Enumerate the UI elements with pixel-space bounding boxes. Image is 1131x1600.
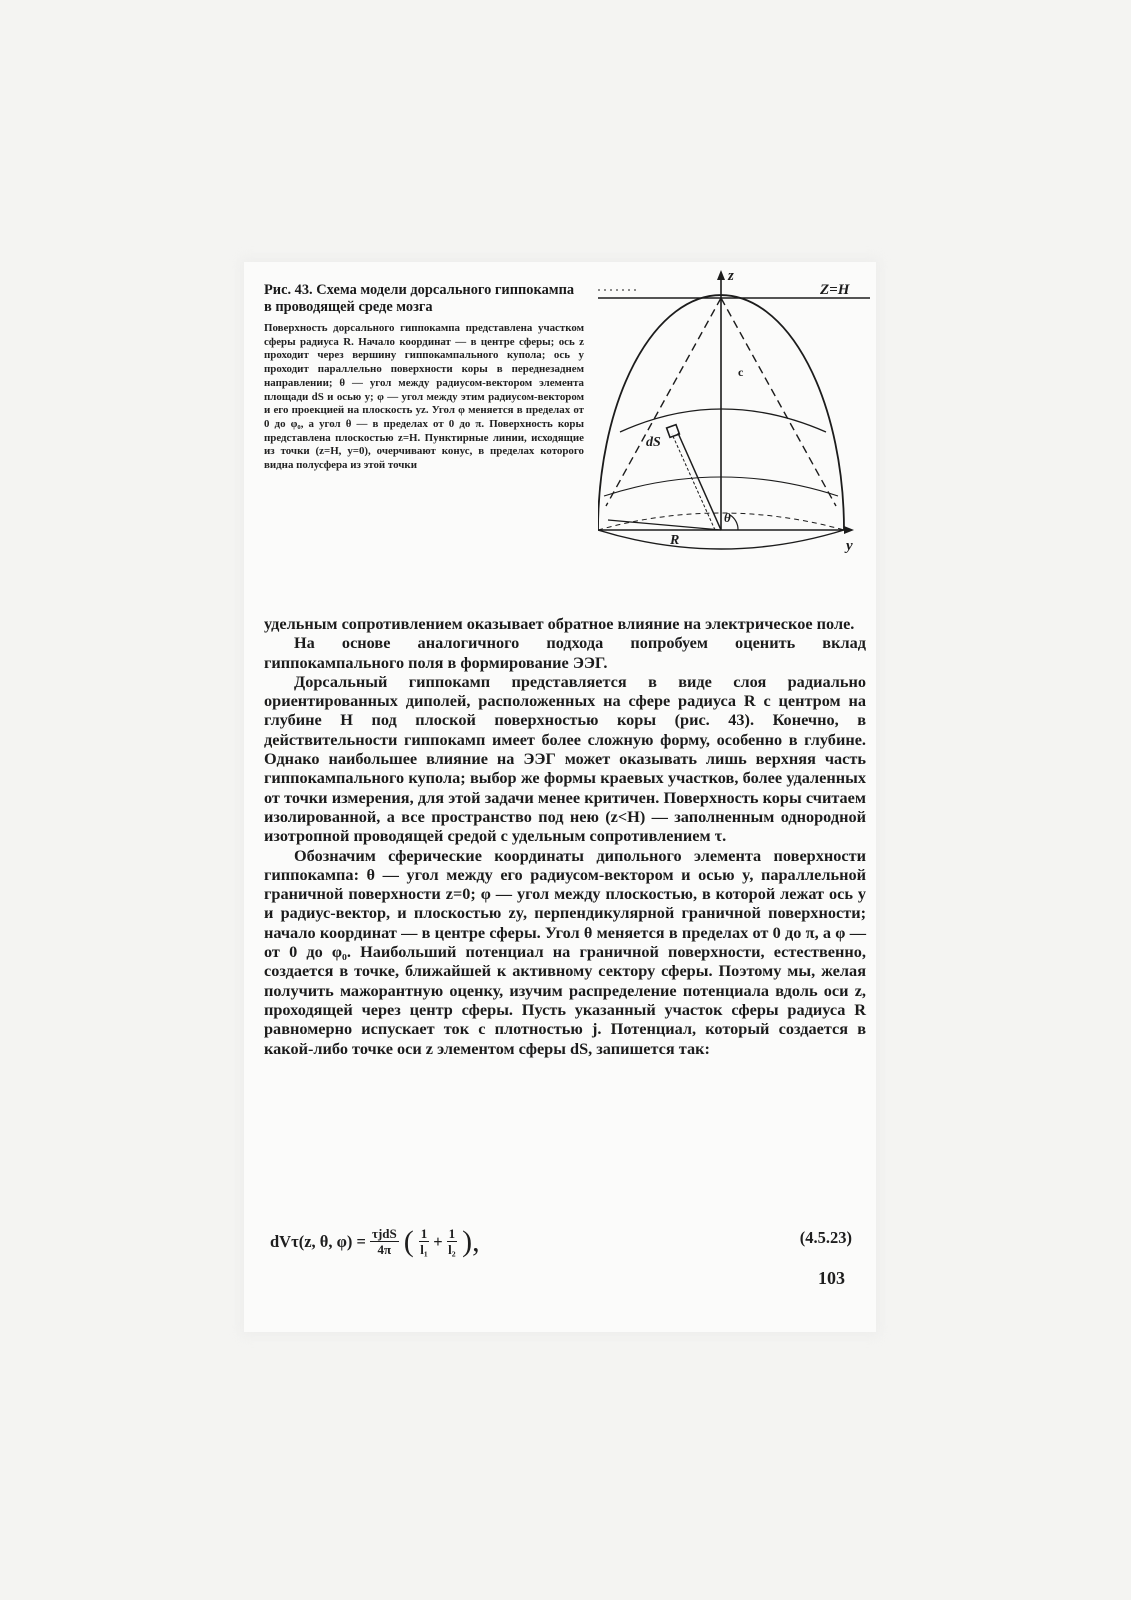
radius-vector-2 xyxy=(672,434,715,530)
paren-close: ), xyxy=(462,1224,480,1258)
equation-body xyxy=(270,1226,481,1257)
figure-caption xyxy=(264,282,584,473)
paren-open: ( xyxy=(403,1224,414,1258)
fraction-2 xyxy=(447,1226,458,1257)
label-dS: dS xyxy=(646,435,661,450)
y-axis-arrow xyxy=(844,526,854,534)
caption-title: Рис. 43. Схема модели дорсального гиппокампа в проводящей среде мозга xyxy=(264,282,575,315)
fraction-1-numerator: 1 xyxy=(420,1226,428,1241)
equation-4-5-23 xyxy=(264,1214,866,1266)
label-z: z xyxy=(728,268,734,284)
label-c: c xyxy=(738,365,744,379)
caption-text: Поверхность дорсального гиппокампа представлена участком сферы радиуса R. Начало координат — в центре сферы; ось z проходит через вершину гиппокампального купола; ось y проходит параллельно поверхности коры в переднезаднем направлении; θ — угол между радиусом-вектором элемента площади dS и осью y; φ — угол между этим радиусом-вектором и его проекцией на плоскость yz. Угол φ меняется в пределах от 0 до φ₀, а угол θ — в пределах от 0 до π. Поверхность коры представлена плоскостью z=H. Пунктирные линии, исходящие из точки (z=H, y=0), очерчивают конус, в пределах которого видна полусфера из этой точки xyxy=(264,322,584,472)
equation-lhs: dVτ(z, θ, φ) = xyxy=(270,1231,366,1251)
label-theta: θ xyxy=(724,510,731,525)
label-R: R xyxy=(670,533,680,548)
base-ellipse-front xyxy=(598,530,844,549)
fraction-2-numerator: 1 xyxy=(448,1226,456,1241)
cone-line-right xyxy=(721,298,836,506)
prefactor-numerator: τjdS xyxy=(371,1226,397,1241)
paragraph-3: Дорсальный гиппокамп представляется в виде слоя радиально ориентированных диполей, расположенных на сфере радиуса R с центром на глубине H под плоской поверхностью коры (рис. 43). Конечно, в действительности гиппокамп имеет более сложную форму, особенно в глубине. Однако наибольшее влияние на ЭЭГ может оказывать лишь верхняя часть гиппокампального купола; выбор же формы краевых участков, более удаленных от точки измерения, для этой задачи менее критичен. Поверхность коры считаем изолированной, а все пространство под нею (z<H) — заполненным однородной изотропной проводящей средой с удельным сопротивлением τ. xyxy=(264,671,866,846)
radius-R xyxy=(608,520,721,530)
equation-prefactor xyxy=(370,1226,399,1257)
prefactor-denominator: 4π xyxy=(377,1242,392,1257)
fraction-2-denominator: l₂ xyxy=(448,1242,456,1257)
fraction-1 xyxy=(419,1226,430,1257)
z-axis-arrow xyxy=(717,270,725,280)
paragraph-4: Обозначим сферические координаты дипольного элемента поверхности гиппокампа: θ — угол между его радиусом-вектором и осью y, параллельной граничной поверхности z=0; φ — угол между плоскостью, в которой лежат ось y и радиус-вектор, и плоскостью zy, перпендикулярной граничной поверхности; начало координат — в центре сферы. Угол θ меняется в пределах от 0 до π, а φ — от 0 до φ₀. Наибольший потенциал на граничной поверхности, естественно, создается в точке, ближайшей к активному сектору сферы. Поэтому мы, желая получить мажорантную оценку, изучим распределение потенциала вдоль оси z, проходящей через центр сферы. Пусть указанный участок сферы радиуса R равномерно испускает ток с плотностью j. Потенциал, который создается в какой-либо точке оси z элементом сферы dS, запишется так: xyxy=(264,845,866,1058)
radius-vector xyxy=(678,433,721,530)
label-y: y xyxy=(846,538,853,554)
cap-arc xyxy=(620,409,826,432)
figure-43-diagram xyxy=(598,268,878,583)
cone-line-left xyxy=(606,298,721,506)
paragraph-1: удельным сопротивлением оказывает обратное влияние на электрическое поле. xyxy=(264,614,855,633)
equation-number: (4.5.23) xyxy=(799,1228,852,1247)
paragraph-2: На основе аналогичного подхода попробуем оценить вклад гиппокампального поля в формирование ЭЭГ. xyxy=(264,633,866,672)
label-plane: Z=H xyxy=(820,282,850,298)
fraction-1-denominator: l₁ xyxy=(420,1242,428,1257)
body-text xyxy=(264,614,866,1058)
dS-element xyxy=(667,425,680,438)
theta-arc xyxy=(730,515,738,530)
plus-sign: + xyxy=(433,1231,443,1251)
page-number: 103 xyxy=(818,1268,845,1288)
